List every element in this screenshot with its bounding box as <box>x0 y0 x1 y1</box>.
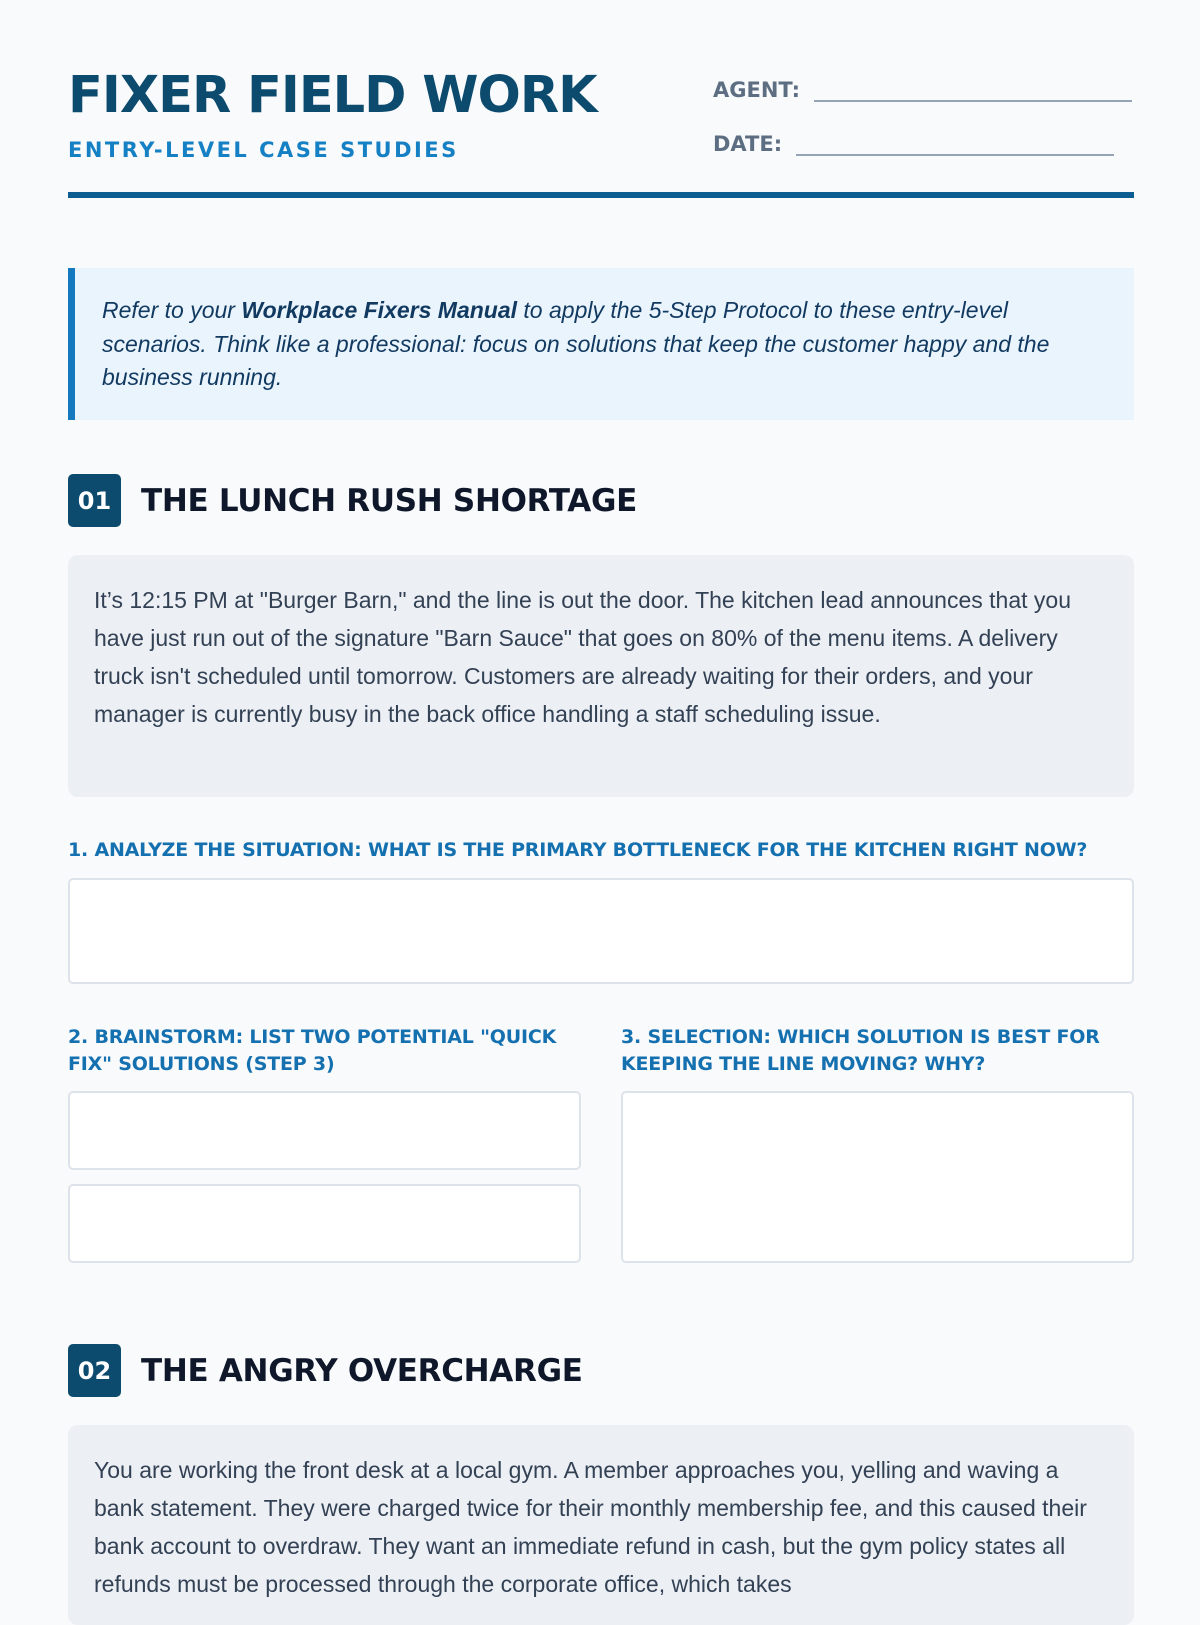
header-divider <box>68 192 1134 198</box>
date-label: DATE: <box>713 132 783 156</box>
intro-text <box>102 294 1108 395</box>
scenario-text: You are working the front desk at a local gym. A member approaches you, yelling and waving a bank statement. They were charged twice for their monthly membership fee, and this caused their bank account to overdraw. They want an immediate refund in cash, but the gym policy states all refunds must be processed through the corporate office, which takes <box>94 1457 1087 1597</box>
case-1-scenario <box>68 555 1134 797</box>
agent-field[interactable] <box>713 74 1132 102</box>
case-number-badge: 02 <box>68 1344 121 1397</box>
case-1-header <box>68 474 637 527</box>
intro-text-start: Refer to your <box>102 297 242 323</box>
agent-label: AGENT: <box>713 78 800 102</box>
agent-input-line[interactable] <box>814 74 1132 102</box>
question-3-label: 3. SELECTION: WHICH SOLUTION IS BEST FOR KEEPING THE LINE MOVING? WHY? <box>621 1026 1100 1075</box>
question-2-label: 2. BRAINSTORM: LIST TWO POTENTIAL "QUICK FIX" SOLUTIONS (STEP 3) <box>68 1026 557 1075</box>
question-1-answer-box[interactable] <box>68 878 1134 984</box>
case-title: THE LUNCH RUSH SHORTAGE <box>141 482 637 519</box>
question-2-answer-box-2[interactable] <box>68 1184 581 1263</box>
case-number-badge: 01 <box>68 474 121 527</box>
case-title: THE ANGRY OVERCHARGE <box>141 1352 583 1389</box>
manual-name: Workplace Fixers Manual <box>241 297 518 323</box>
intro-callout <box>68 268 1134 420</box>
worksheet-header <box>68 62 1134 202</box>
scenario-text: It’s 12:15 PM at "Burger Barn," and the line is out the door. The kitchen lead announces that you have just run out of the signature "Barn Sauce" that goes on 80% of the menu items. A delivery truck isn't scheduled until tomorrow. Customers are already waiting for their orders, and your manager is currently busy in the back office handling a staff scheduling issue. <box>94 587 1071 727</box>
page-title: FIXER FIELD WORK <box>68 66 597 125</box>
page-subtitle: ENTRY-LEVEL CASE STUDIES <box>68 138 459 162</box>
question-1-label: 1. ANALYZE THE SITUATION: WHAT IS THE PRIMARY BOTTLENECK FOR THE KITCHEN RIGHT NOW? <box>68 839 1088 861</box>
date-field[interactable] <box>713 128 1114 156</box>
case-2-scenario <box>68 1425 1134 1625</box>
case-2-header <box>68 1344 583 1397</box>
question-2-answer-box-1[interactable] <box>68 1091 581 1170</box>
intro-text-end: to apply the 5-Step Protocol to these entry-level scenarios. Think like a professional: focus on solutions that keep the customer happy and the business running. <box>102 297 1050 390</box>
question-3-answer-box[interactable] <box>621 1091 1134 1263</box>
date-input-line[interactable] <box>796 128 1114 156</box>
